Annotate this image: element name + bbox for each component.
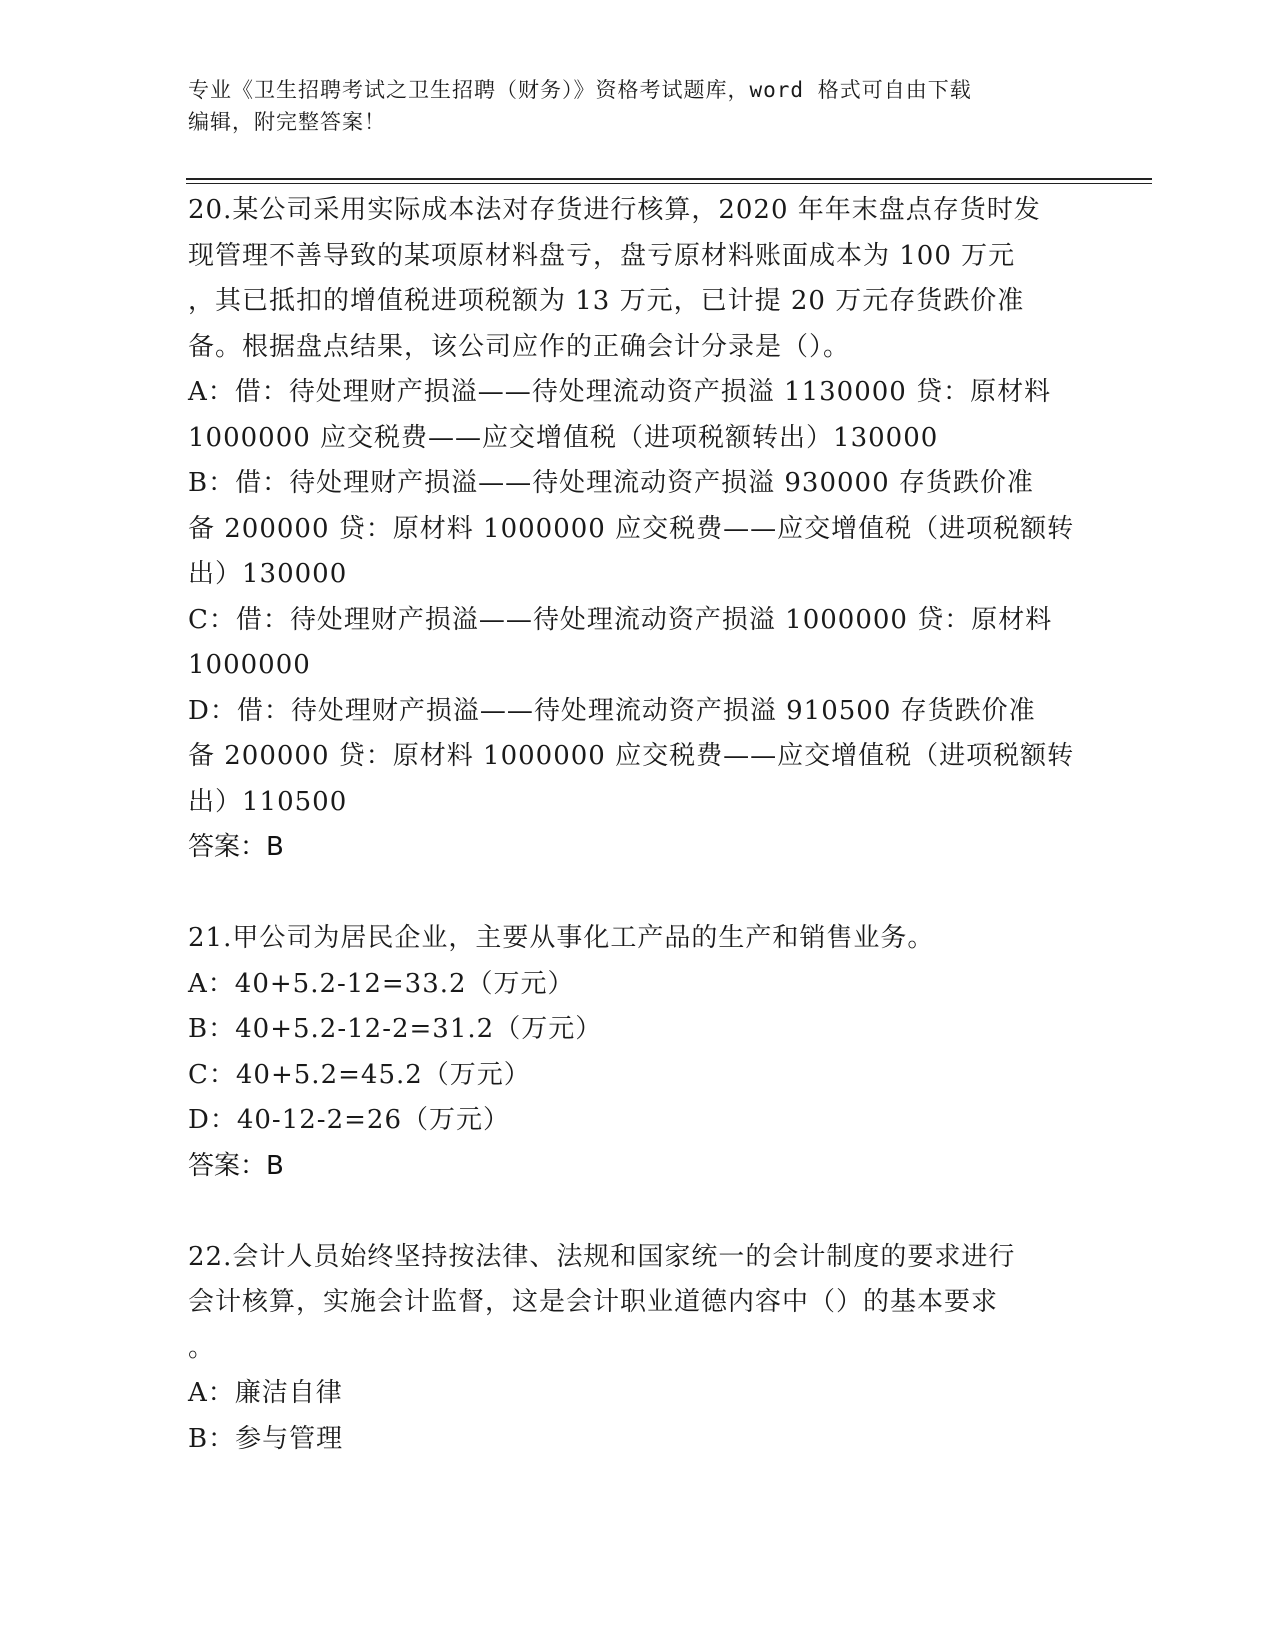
question-stem-line: 会计核算，实施会计监督，这是会计职业道德内容中（）的基本要求 xyxy=(188,1287,999,1317)
question-21 xyxy=(188,916,1088,1189)
option-d-line: 出）110500 xyxy=(188,786,348,817)
header-line-2: 编辑，附完整答案！ xyxy=(188,110,386,134)
header-line-1: 专业《卫生招聘考试之卫生招聘（财务）》资格考试题库，word 格式可自由下载 xyxy=(188,78,972,102)
option-d-line: D：借：待处理财产损溢——待处理流动资产损溢 910500 存货跌价准 xyxy=(188,695,1036,726)
option-b-line: 备 200000 贷：原材料 1000000 应交税费——应交增值税（进项税额转 xyxy=(188,513,1075,544)
option-b-line: B：40+5.2-12-2=31.2（万元） xyxy=(188,1014,603,1044)
question-20 xyxy=(188,188,1088,871)
option-c-line: 1000000 xyxy=(188,650,311,680)
option-c-line: C：40+5.2=45.2（万元） xyxy=(188,1059,531,1090)
question-22 xyxy=(188,1235,1088,1463)
option-d-line: 备 200000 贷：原材料 1000000 应交税费——应交增值税（进项税额转 xyxy=(188,741,1075,771)
header-divider-thick xyxy=(186,178,1152,180)
option-b-line: 出）130000 xyxy=(188,559,348,589)
option-b-line: B：借：待处理财产损溢——待处理流动资产损溢 930000 存货跌价准 xyxy=(188,468,1034,498)
spacer xyxy=(188,1189,1088,1235)
option-d-line: D：40-12-2=26（万元） xyxy=(188,1105,510,1135)
spacer xyxy=(188,871,1088,917)
option-c-line: C：借：待处理财产损溢——待处理流动资产损溢 1000000 贷：原材料 xyxy=(188,604,1053,635)
answer-label: 答案：B xyxy=(188,1150,284,1181)
question-stem-line: ，其已抵扣的增值税进项税额为 13 万元，已计提 20 万元存货跌价准 xyxy=(188,286,1025,316)
header-divider-thin xyxy=(186,183,1152,184)
option-a-line: 1000000 应交税费——应交增值税（进项税额转出）130000 xyxy=(188,422,939,453)
question-stem-line: 21.甲公司为居民企业，主要从事化工产品的生产和销售业务。 xyxy=(188,923,935,953)
question-stem-line: 20.某公司采用实际成本法对存货进行核算，2020 年年末盘点存货时发 xyxy=(188,195,1041,225)
option-a-line: A：借：待处理财产损溢——待处理流动资产损溢 1130000 贷：原材料 xyxy=(188,377,1052,407)
question-stem-line: 。 xyxy=(188,1332,216,1363)
option-a-line: A：廉洁自律 xyxy=(188,1378,343,1408)
option-b-line: B：参与管理 xyxy=(188,1423,344,1454)
document-header xyxy=(188,74,1088,138)
question-stem-line: 备。根据盘点结果，该公司应作的正确会计分录是（）。 xyxy=(188,331,851,362)
question-stem-line: 现管理不善导致的某项原材料盘亏，盘亏原材料账面成本为 100 万元 xyxy=(188,240,1016,271)
answer-label: 答案：B xyxy=(188,832,284,862)
question-stem-line: 22.会计人员始终坚持按法律、法规和国家统一的会计制度的要求进行 xyxy=(188,1241,1016,1272)
question-list xyxy=(188,188,1088,1462)
option-a-line: A：40+5.2-12=33.2（万元） xyxy=(188,968,575,999)
